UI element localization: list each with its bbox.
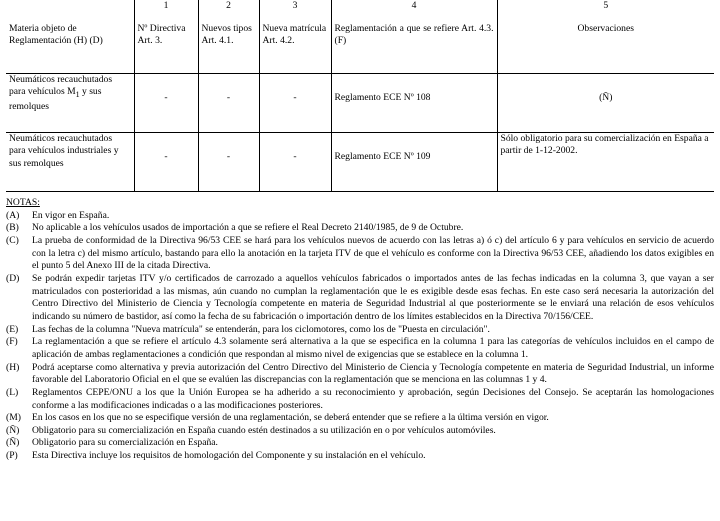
- cell-nueva-matricula: -: [259, 132, 331, 191]
- note-key: (M): [6, 412, 21, 424]
- header-observaciones: Observaciones: [497, 13, 714, 74]
- note-key: (B): [6, 222, 19, 234]
- table-row: [6, 73, 714, 132]
- cell-observaciones: (Ñ): [497, 73, 714, 132]
- cell-directiva: -: [134, 73, 198, 132]
- table-row: [6, 132, 714, 191]
- note-item: [6, 222, 714, 235]
- notes-title: NOTAS:: [6, 197, 40, 208]
- cell-materia: [6, 73, 134, 132]
- cell-nuevos-tipos: -: [198, 73, 259, 132]
- note-key: (F): [6, 336, 18, 348]
- note-text: Obligatorio para su comercialización en España.: [32, 437, 218, 449]
- col-number-4: 4: [331, 0, 497, 13]
- note-item: [6, 235, 714, 273]
- header-materia: Materia objeto de Reglamentación (H) (D): [6, 13, 134, 74]
- note-text: Esta Directiva incluye los requisitos de homologación del Componente y su instalación en el vehículo.: [32, 450, 426, 462]
- note-text: En los casos en los que no se especifique versión de una reglamentación, se deberá entender que se refiere a la última versión en vigor.: [32, 412, 549, 424]
- note-key: (Ñ): [6, 437, 20, 449]
- note-item: [6, 412, 714, 425]
- regulation-document: [6, 0, 714, 192]
- notes-section: [6, 197, 714, 463]
- note-item: [6, 210, 714, 223]
- note-item: [6, 450, 714, 463]
- note-key: (C): [6, 234, 19, 246]
- cell-reglamentacion: Reglamento ECE Nº 109: [331, 132, 497, 191]
- cell-nuevos-tipos: -: [198, 132, 259, 191]
- note-key: (H): [6, 361, 20, 373]
- note-item: [6, 425, 714, 438]
- cell-nueva-matricula: -: [259, 73, 331, 132]
- cell-directiva: -: [134, 132, 198, 191]
- note-item: [6, 336, 714, 361]
- note-text: Las fechas de la columna "Nueva matrícula" se entenderán, para los ciclomotores, como los de "Puesta en circulación".: [32, 323, 490, 335]
- cell-reglamentacion: Reglamento ECE Nº 108: [331, 73, 497, 132]
- note-text: Se podrán expedir tarjetas ITV y/o certificados de carrozado a aquellos vehículos fabricados o importados antes de las fechas indicadas en la columna 3, que vayan a ser matriculados con posterioridad a las mismas, aún cuando no cumplan la reglamentación que le es exigible desde esas fechas. En este caso será necesaria la autorización del Centro Directivo del Ministerio de Ciencia y Tecnología competente en materia de Seguridad Industrial al que posteriormente se le enviará una relación de esos vehículos indicando su número de bastidor, así como la fecha de su fabricación o importación dentro de los límites establecidos en la Directiva 70/156/CEE.: [32, 272, 714, 322]
- note-item: [6, 437, 714, 450]
- col-number-0: [6, 0, 134, 13]
- cell-observaciones: Sólo obligatorio para su comercialización en España a partir de 1-12-2002.: [497, 132, 714, 191]
- col-number-1: 1: [134, 0, 198, 13]
- note-key: (Ñ): [6, 424, 20, 436]
- header-nueva-matricula: Nueva matrícula Art. 4.2.: [259, 13, 331, 74]
- note-item: [6, 362, 714, 387]
- materia-tail-text: y sus remolques: [9, 86, 102, 112]
- note-text: En vigor en España.: [32, 209, 110, 221]
- note-text: Obligatorio para su comercialización en España cuando estén destinados a su utilización en o por vehículos automóviles.: [32, 424, 496, 436]
- header-reglamentacion: Reglamentación a que se refiere Art. 4.3. (F): [331, 13, 497, 74]
- header-row: [6, 13, 714, 74]
- col-number-2: 2: [198, 0, 259, 13]
- note-item: [6, 387, 714, 412]
- note-text: No aplicable a los vehículos usados de importación a que se refiere el Real Decreto 2140/1985, de 9 de Octubre.: [32, 222, 464, 234]
- note-key: (E): [6, 323, 19, 335]
- note-text: Podrá aceptarse como alternativa y previa autorización del Centro Directivo del Ministerio de Ciencia y Tecnología competente en materia de Seguridad Industrial, un informe favorable del Laboratorio Oficial en el que se evalúen las discrepancias con la reglamentación que se menciona en las columnas 1 y 4.: [32, 361, 714, 386]
- header-directiva: Nº Directiva Art. 3.: [134, 13, 198, 74]
- regulation-table: [6, 0, 714, 192]
- note-text: Reglamentos CEPE/ONU a los que la Unión Europea se ha adherido a su reconocimiento y aprobación, según Decisiones del Consejo. Se aceptarán las homologaciones conforme a las modificaciones indicadas o a las modificaciones posteriores.: [32, 386, 714, 411]
- note-key: (P): [6, 450, 18, 462]
- col-number-5: 5: [603, 0, 609, 11]
- note-key: (L): [6, 386, 19, 398]
- materia-text: Neumáticos recauchutados para vehículos M: [9, 73, 113, 98]
- cell-materia: Neumáticos recauchutados para vehículos industriales y sus remolques: [6, 132, 134, 191]
- note-item: [6, 324, 714, 337]
- header-nuevos-tipos: Nuevos tipos Art. 4.1.: [198, 13, 259, 74]
- note-key: (D): [6, 272, 20, 284]
- note-key: (A): [6, 209, 20, 221]
- materia-subscript: 1: [75, 90, 80, 100]
- column-number-row: [6, 0, 714, 13]
- col-number-3: 3: [259, 0, 331, 13]
- note-text: La prueba de conformidad de la Directiva 96/53 CEE se hará para los vehículos nuevos de acuerdo con las letras a) ó c) del artículo 6 y para vehículos en servicio de acuerdo con la letra c) del mismo artículo, bastando para ello la anotación en la tarjeta ITV de que el vehículo es conforme con la Directiva 96/53 CEE, añadiendo los datos exigibles en el punto 5 del Anexo III de la citada Directiva.: [32, 234, 714, 272]
- note-text: La reglamentación a que se refiere el artículo 4.3 solamente será alternativa a la que se especifica en la columna 1 para las categorías de vehículos incluidos en el campo de aplicación de ambas reglamentaciones a condición que respondan al mismo nivel de exigencias que se establece en la columna 1.: [32, 336, 714, 360]
- note-item: [6, 273, 714, 324]
